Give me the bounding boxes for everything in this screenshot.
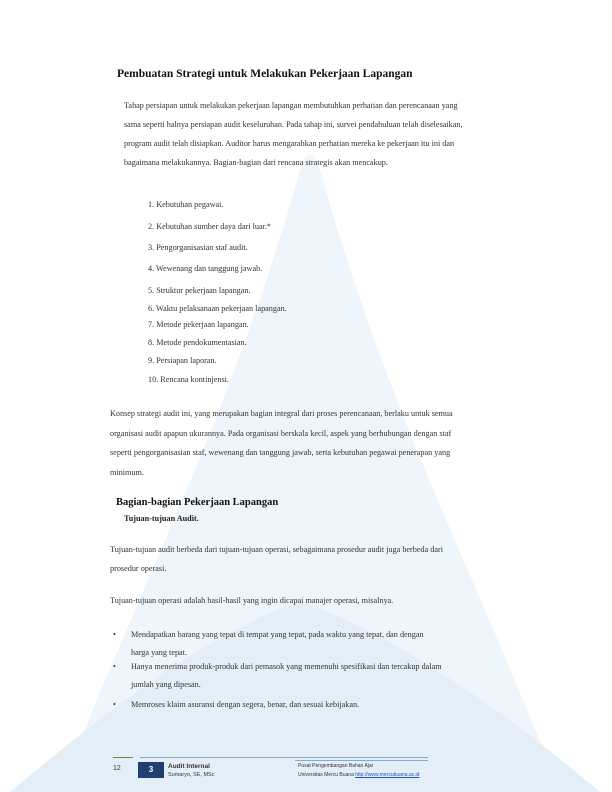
subheading-audit-objectives: Tujuan-tujuan Audit.	[124, 514, 199, 523]
footer-author: Sumaryo, SE, MSc	[168, 772, 215, 778]
list-item: 10. Rencana kontinjensi.	[148, 375, 229, 384]
audit-objectives-paragraph: Tujuan-tujuan audit berbeda dari tujuan-tujuan operasi, sebagaimana prosedur audit juga berbeda dari prosedur operasi.	[110, 545, 444, 573]
list-item: 5. Struktur pekerjaan lapangan.	[148, 286, 251, 295]
bullet-text: Mendapatkan barang yang tepat di tempat yang tepat, pada waktu yang tepat, dan dengan harga yang tepat.	[131, 630, 424, 657]
bullet-item	[113, 658, 443, 694]
section-heading-strategy: Pembuatan Strategi untuk Melakukan Pekerjaan Lapangan	[117, 68, 413, 80]
list-item: 8. Metode pendokumentasian.	[148, 338, 247, 347]
bullet-text: Memroses klaim asuransi dengan segera, benar, dan sesuai kebijakan.	[131, 700, 360, 709]
strategy-concept-paragraph: Konsep strategi audit ini, yang merupakan bagian integral dari proses perencanaan, berlaku untuk semua organisasi audit apapun ukurannya. Pada organisasi berskala kecil, aspek yang berhubungan dengan staf seperti pengorganisasian staf, wewenang dan tanggung jawab, serta kebutuhan pegawai penerapan yang minimum.	[110, 409, 453, 477]
operating-objectives-paragraph: Tujuan-tujuan operasi adalah hasil-hasil yang ingin dicapai manajer operasi, misalnya.	[110, 596, 394, 605]
list-item: 9. Persiapan laporan.	[148, 356, 217, 365]
footer-divider-green	[113, 757, 133, 758]
footer-website-link[interactable]: http://www.mercubuana.ac.id	[355, 772, 420, 778]
bullet-icon: •	[113, 630, 116, 639]
bullet-text: Hanya menerima produk-produk dari pemasok yang memenuhi spesifikasi dan tercakup dalam jumlah yang dipesan.	[131, 662, 442, 689]
intro-paragraph	[124, 96, 464, 172]
intro-paragraph-text: Tahap persiapan untuk melakukan pekerjaan lapangan membutuhkan perhatian dan perencanaan yang sama seperti halnya persiapan audit keseluruhan. Pada tahap ini, survei pendahuluan telah diselesaikan, program audit telah disiapkan. Auditor harus mengarahkan perhatian mereka ke pekerjaan itu ini dan bagaimana melakukannya. Bagian-bagian dari rencana strategis akan mencakup.	[124, 101, 463, 167]
list-item: 2. Kebutuhan sumber daya dari luar.*	[148, 222, 272, 231]
footer-university-name: Universitas Mercu Buana	[298, 772, 356, 778]
bullet-item	[113, 626, 443, 662]
list-item: 6. Waktu pelaksanaan pekerjaan lapangan.	[148, 304, 287, 313]
footer-university-line	[298, 772, 419, 778]
list-item: 3. Pengorganisasian staf audit.	[148, 243, 248, 252]
section-heading-fieldwork: Bagian-bagian Pekerjaan Lapangan	[116, 497, 279, 508]
bullet-icon: •	[113, 700, 116, 709]
footer-divider-blue-lower	[295, 760, 428, 761]
bullet-icon: •	[113, 662, 116, 671]
page-number: 12	[113, 765, 121, 772]
list-item: 4. Wewenang dan tanggung jawab.	[148, 264, 263, 273]
footer-publisher-line: Pusat Pengembangan Bahan Ajar	[298, 763, 374, 769]
list-item: 1. Kebutuhan pegawai.	[148, 200, 224, 209]
bullet-item	[113, 696, 443, 714]
university-logo: 3	[138, 762, 164, 778]
footer-course-info	[168, 763, 214, 778]
footer-publisher-info	[298, 763, 419, 778]
footer-course-title: Audit Internal	[168, 763, 210, 770]
list-item: 7. Metode pekerjaan lapangan.	[148, 320, 249, 329]
footer-divider-blue	[140, 757, 428, 758]
